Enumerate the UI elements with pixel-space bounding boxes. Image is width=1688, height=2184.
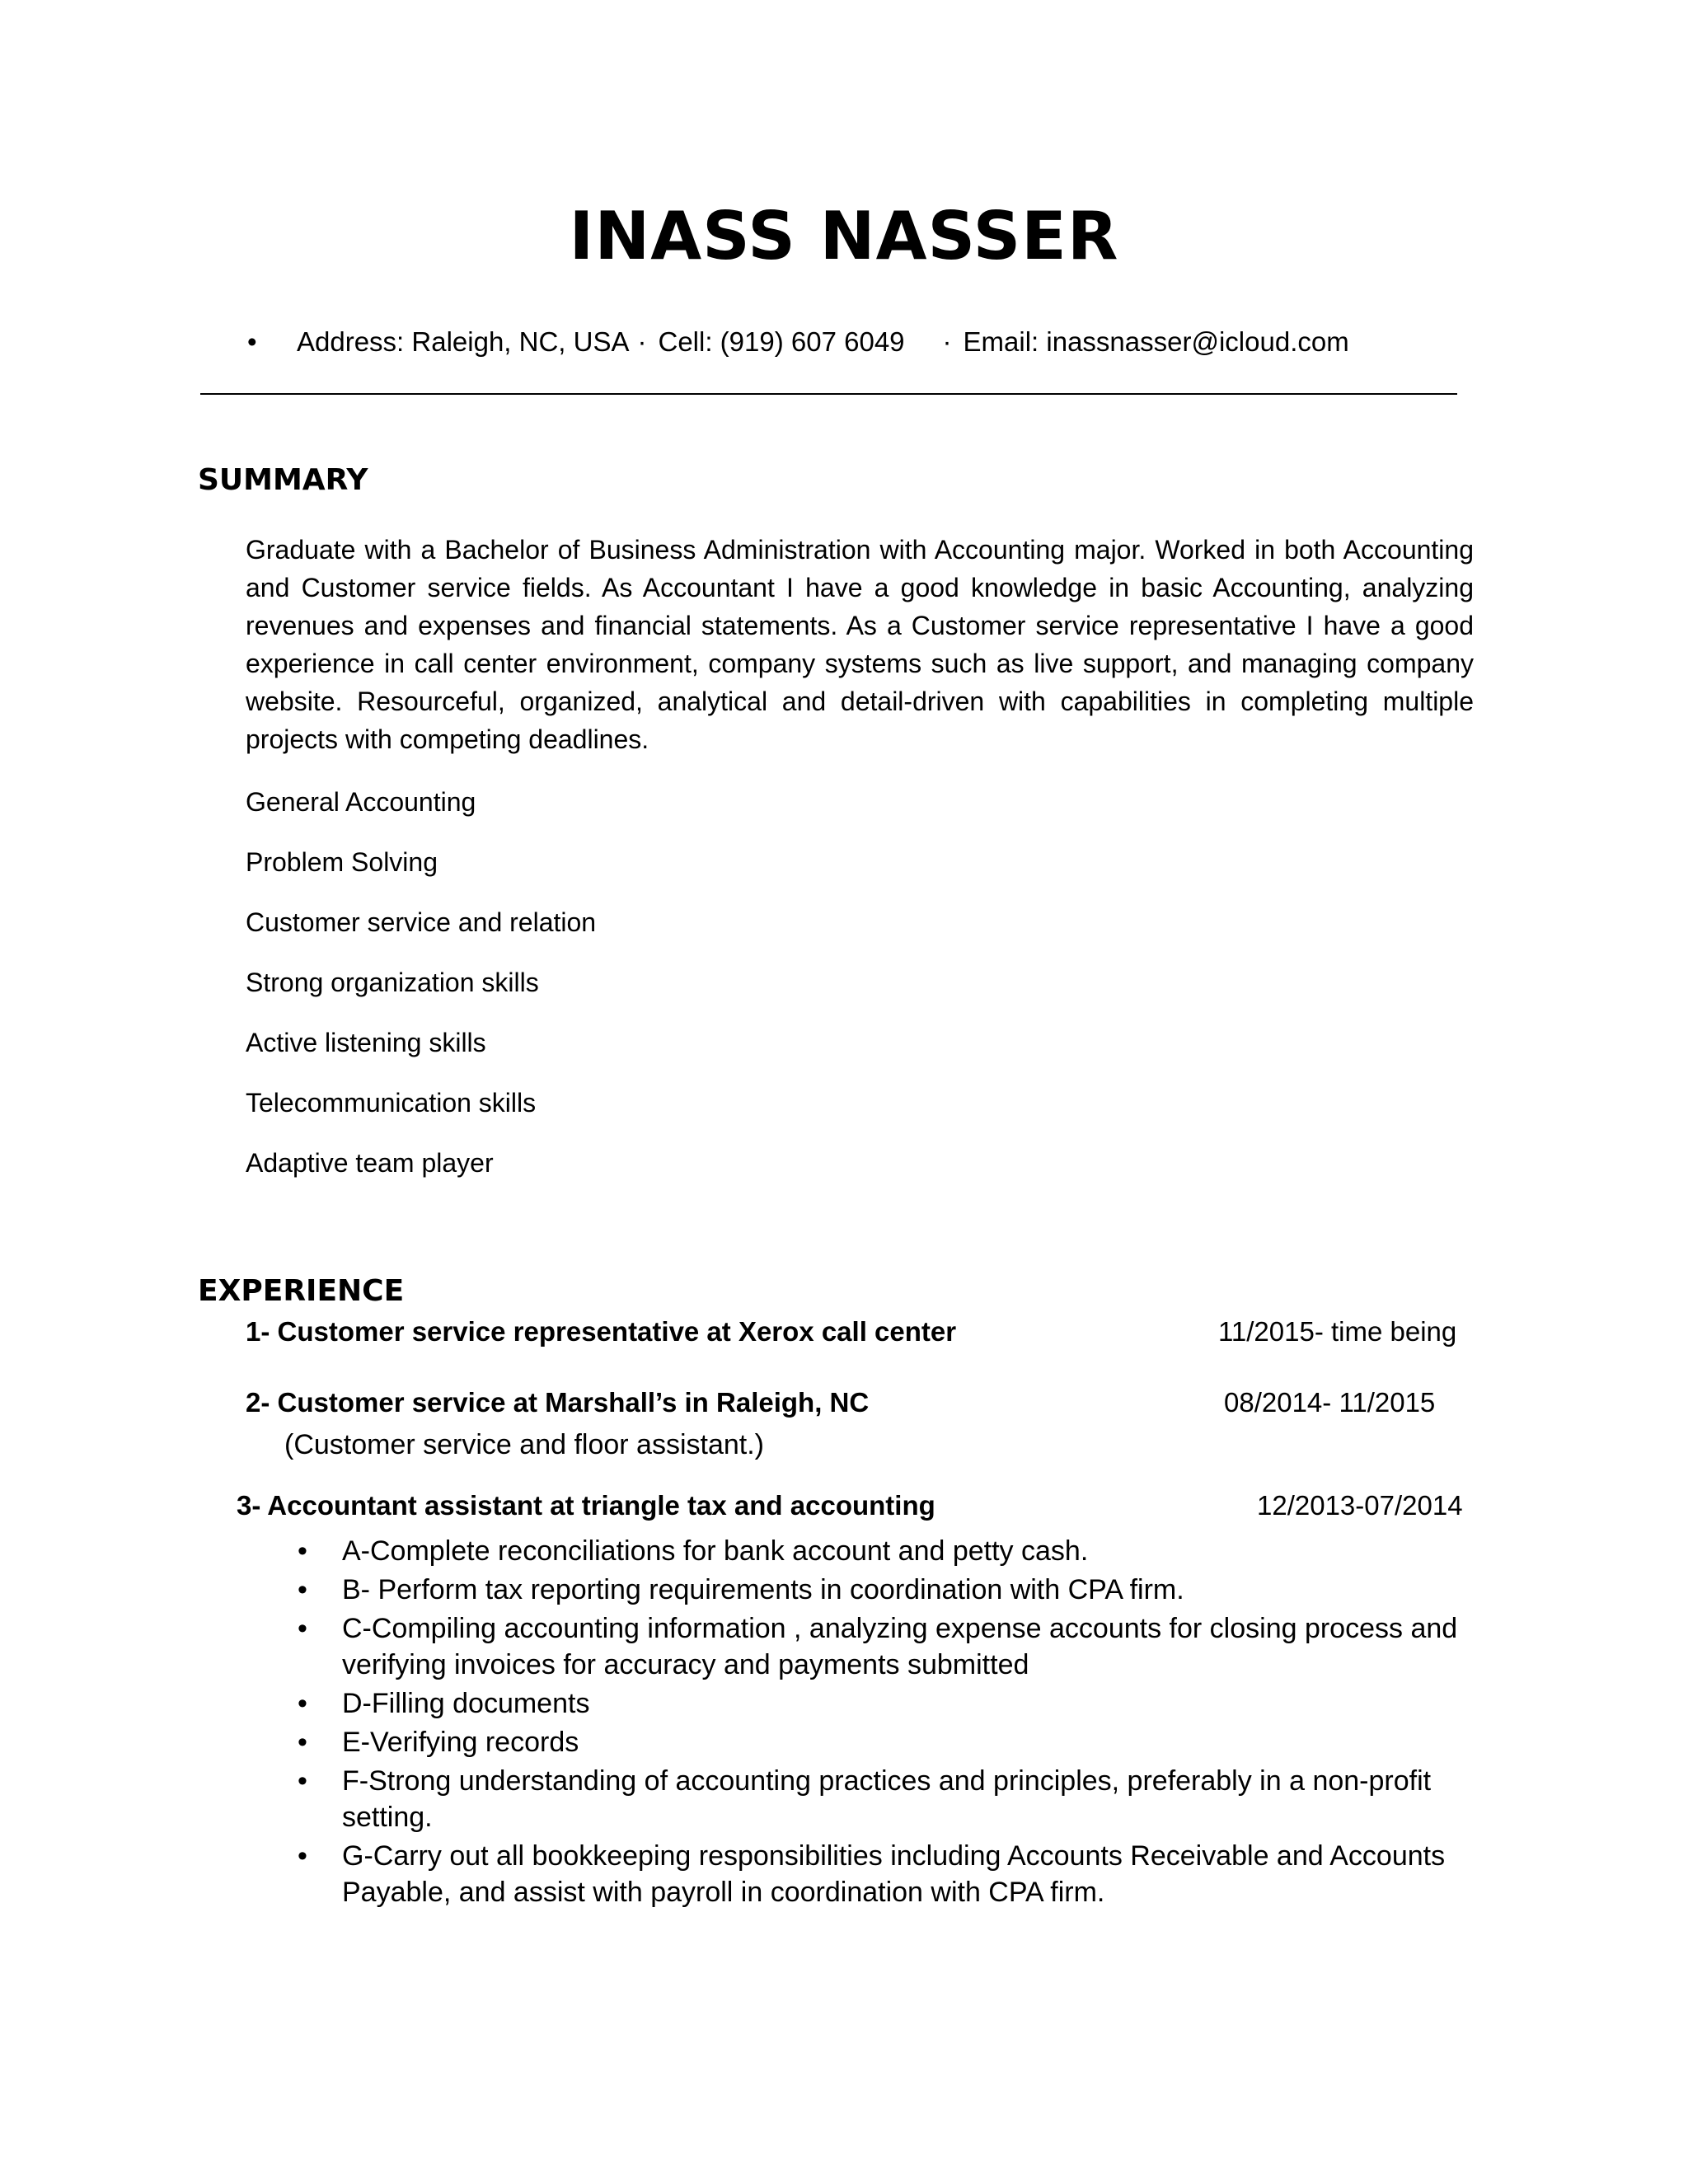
- skill-item: General Accounting: [246, 787, 476, 817]
- experience-heading: EXPERIENCE: [198, 1274, 405, 1308]
- contact-separator: ·: [637, 326, 647, 357]
- bullet-icon: •: [298, 1765, 307, 1797]
- skills-list: [246, 783, 596, 1204]
- summary-heading: SUMMARY: [198, 463, 368, 497]
- duty-item: • D-Filling documents: [293, 1685, 1479, 1722]
- duty-item: • E-Verifying records: [293, 1724, 1479, 1760]
- bullet-icon: •: [298, 1727, 307, 1758]
- bullet-icon: •: [298, 1688, 307, 1719]
- job-dates: 12/2013-07/2014: [1257, 1490, 1463, 1521]
- contact-line: [247, 326, 1484, 358]
- job-title: 1- Customer service representative at Xerox call center: [246, 1316, 957, 1347]
- skill-item: Active listening skills: [246, 1028, 486, 1057]
- bullet-icon: •: [298, 1840, 307, 1872]
- duties-list: [293, 1533, 1479, 1913]
- skill-item: Telecommunication skills: [246, 1088, 537, 1118]
- bullet-icon: •: [298, 1535, 307, 1567]
- contact-address: Address: Raleigh, NC, USA: [297, 326, 630, 357]
- candidate-name: INASS NASSER: [569, 198, 1119, 274]
- skill-item: Adaptive team player: [246, 1148, 494, 1178]
- duty-item: • B- Perform tax reporting requirements in coordination with CPA firm.: [293, 1572, 1479, 1608]
- job-title: 3- Accountant assistant at triangle tax and accounting: [237, 1490, 935, 1521]
- bullet-icon: •: [298, 1613, 307, 1644]
- contact-cell: Cell: (919) 607 6049: [658, 326, 905, 357]
- job-dates: 08/2014- 11/2015: [1224, 1387, 1436, 1418]
- contact-separator: ·: [942, 326, 952, 357]
- duty-item: • G-Carry out all bookkeeping responsibilities including Accounts Receivable and Accounts Payable, and assist with payroll in coordination with CPA firm.: [293, 1838, 1479, 1910]
- header-divider: [200, 393, 1457, 395]
- job-dates: 11/2015- time being: [1218, 1316, 1457, 1347]
- skill-item: Strong organization skills: [246, 968, 539, 997]
- bullet-icon: •: [298, 1574, 307, 1605]
- contact-email: Email: inassnasser@icloud.com: [963, 326, 1349, 357]
- job-note: (Customer service and floor assistant.): [284, 1429, 764, 1460]
- skill-item: Customer service and relation: [246, 907, 597, 937]
- skill-item: Problem Solving: [246, 847, 438, 877]
- job-title: 2- Customer service at Marshall’s in Raleigh, NC: [246, 1387, 870, 1418]
- summary-paragraph: Graduate with a Bachelor of Business Administration with Accounting major. Worked in both Accounting and Customer service fields. As Accountant I have a good knowledge in basic Accounting, analyzing revenues and expenses and financial statements. As a Customer service representative I have a good experience in call center environment, company systems such as live support, and managing company website. Resourceful, organized, analytical and detail-driven with capabilities in completing multiple projects with competing deadlines.: [246, 535, 1474, 754]
- duty-item: • F-Strong understanding of accounting practices and principles, preferably in a non-profit setting.: [293, 1763, 1479, 1835]
- contact-bullet: •: [247, 326, 257, 357]
- duty-item: • A-Complete reconciliations for bank account and petty cash.: [293, 1533, 1479, 1569]
- duty-item: • C-Compiling accounting information , analyzing expense accounts for closing process and verifying invoices for accuracy and payments submitted: [293, 1610, 1479, 1683]
